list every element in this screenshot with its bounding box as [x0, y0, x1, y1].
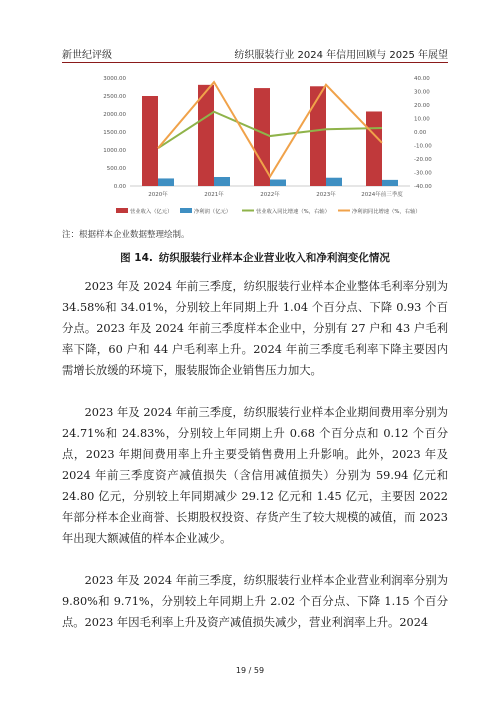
bar-net-profit [158, 178, 174, 186]
legend-label: 营业收入（亿元） [130, 209, 173, 215]
bar-revenue [366, 111, 382, 186]
figure-number: 图 14. [120, 252, 153, 264]
x-tick-label: 2021年 [204, 192, 224, 198]
legend-swatch [116, 208, 128, 213]
chart-canvas [90, 66, 450, 231]
paragraph-gross-margin: 2023 年及 2024 年前三季度，纺织服装行业样本企业整体毛利率分别为 34.58%和 34.01%，分别较上年同期上升 1.04 个百分点、下降 0.93 个百分点。2023 年及 2024 年前三季度样本企业中，分别有 27 户和 43 户毛利率下降，60 户和 44 户毛利率上升。2024 年前三季度毛利率下降主要因内需增长放缓的环境下，服装服饰企业销售压力加大。 [62, 280, 448, 377]
y-right-tick-label: -40.00 [414, 184, 432, 190]
y-left-tick-label: 500.00 [106, 166, 126, 172]
bar-net-profit [214, 177, 230, 186]
revenue-profit-chart [90, 66, 450, 231]
chart-note: 注：根据样本企业数据整理绘制。 [62, 230, 190, 240]
legend-label: 营业收入同比增速（%，右轴） [256, 209, 330, 215]
legend-label: 净利润（亿元） [194, 209, 232, 215]
bar-revenue [198, 85, 214, 186]
y-right-tick-label: 20.00 [414, 103, 430, 109]
y-right-tick-label: 0.00 [414, 130, 427, 136]
x-tick-label: 2023年 [316, 192, 336, 198]
bar-revenue [310, 86, 326, 186]
x-tick-label: 2020年 [148, 192, 168, 198]
bar-net-profit [326, 178, 342, 186]
paragraph-expense-ratio: 2023 年及 2024 年前三季度，纺织服装行业样本企业期间费用率分别为 24.71%和 24.83%，分别较上年同期上升 0.68 个百分点和 0.12 个百分点，2023 年期间费用率上升主要受销售费用上升影响。此外，2023 年及 2024 年前三季度资产减值损失（含信用减值损失）分别为 59.94 亿元和 24.80 亿元，分别较上年同期减少 29.12 亿元和 1.45 亿元，主要因 2022 年部分样本企业商誉、长期股权投资、存货产生了较大规模的减值，而 2023 年出现大额减值的样本企业减少。 [62, 406, 448, 545]
y-left-tick-label: 3000.00 [103, 76, 126, 82]
header-org: 新世纪评级 [62, 50, 112, 61]
y-left-tick-label: 0.00 [113, 184, 126, 190]
header-report-title: 纺织服装行业 2024 年信用回顾与 2025 年展望 [234, 50, 448, 61]
x-tick-label: 2022年 [260, 192, 280, 198]
y-left-tick-label: 2500.00 [103, 94, 126, 100]
y-right-tick-label: 40.00 [414, 76, 430, 82]
y-left-tick-label: 2000.00 [103, 112, 126, 118]
paragraph-operating-margin: 2023 年及 2024 年前三季度，纺织服装行业样本企业营业利润率分别为 9.80%和 9.71%，分别较上年同期上升 2.02 个百分点、下降 1.15 个百分点。2023 年因毛利率上升及资产减值损失减少，营业利润率上升。2024 [62, 574, 448, 629]
bar-net-profit [270, 180, 286, 186]
page-header [62, 44, 448, 63]
x-tick-label: 2024年前三季度 [361, 192, 403, 198]
legend-swatch [180, 208, 192, 213]
y-right-tick-label: -30.00 [414, 170, 432, 177]
bar-net-profit [382, 180, 398, 186]
legend-label: 净利润同比增速（%，右轴） [352, 209, 421, 215]
figure-caption [62, 250, 448, 265]
page-number: 19 / 59 [235, 666, 265, 675]
y-right-tick-label: -20.00 [414, 157, 432, 163]
y-right-tick-label: -10.00 [414, 143, 432, 150]
figure-title: 纺织服装行业样本企业营业收入和净利润变化情况 [158, 252, 390, 264]
y-left-tick-label: 1500.00 [103, 130, 126, 136]
y-right-tick-label: 10.00 [414, 116, 430, 123]
y-right-tick-label: 30.00 [414, 89, 430, 96]
y-left-tick-label: 1000.00 [103, 148, 126, 154]
bar-revenue [142, 96, 158, 186]
